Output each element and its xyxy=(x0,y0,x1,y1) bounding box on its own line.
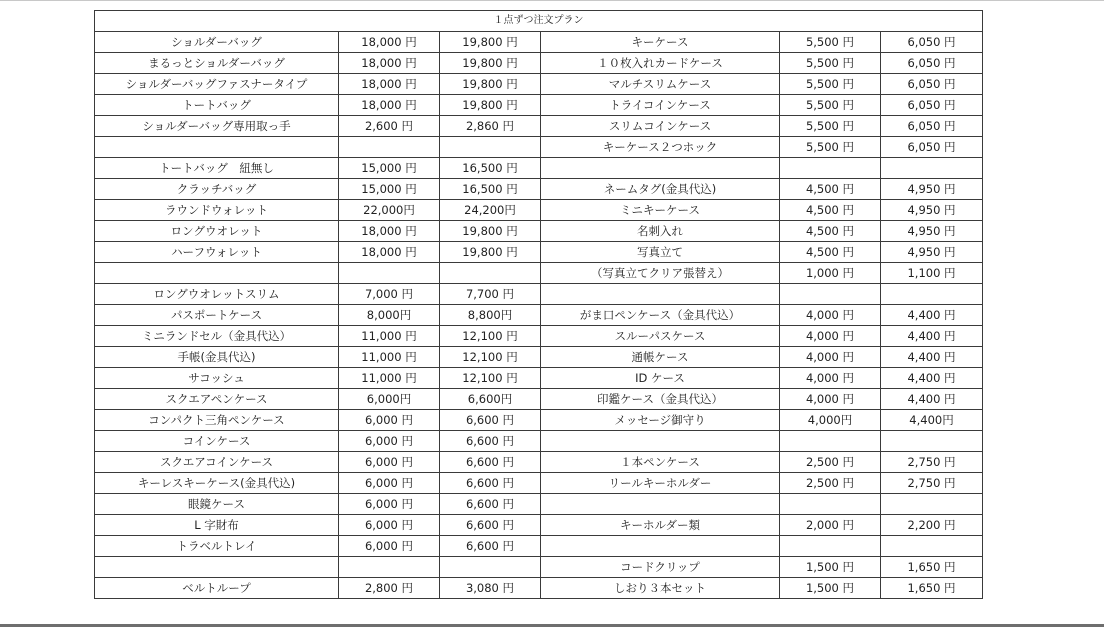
price-right-tax xyxy=(881,284,983,305)
item-name-left: ショルダーバッグファスナータイプ xyxy=(95,74,339,95)
price-left-base: 7,000 円 xyxy=(339,284,440,305)
price-right-base xyxy=(780,158,881,179)
price-left-base: 18,000 円 xyxy=(339,242,440,263)
price-right-tax: 4,400 円 xyxy=(881,389,983,410)
price-right-base: 2,000 円 xyxy=(780,515,881,536)
price-left-base: 8,000円 xyxy=(339,305,440,326)
item-name-left: トートバッグ xyxy=(95,95,339,116)
item-name-left: ロングウオレット xyxy=(95,221,339,242)
table-row xyxy=(95,158,983,179)
item-name-left: ショルダーバッグ専用取っ手 xyxy=(95,116,339,137)
price-right-tax: 6,050 円 xyxy=(881,74,983,95)
price-right-tax: 6,050 円 xyxy=(881,95,983,116)
price-right-tax: 4,400 円 xyxy=(881,326,983,347)
table-row xyxy=(95,410,983,431)
item-name-left: 手帳(金具代込) xyxy=(95,347,339,368)
price-left-tax: 16,500 円 xyxy=(440,179,541,200)
item-name-left: キーレスキーケース(金具代込) xyxy=(95,473,339,494)
item-name-right: ID ケース xyxy=(541,368,780,389)
price-left-base: 18,000 円 xyxy=(339,221,440,242)
price-right-base: 1,000 円 xyxy=(780,263,881,284)
price-left-base xyxy=(339,557,440,578)
price-left-tax xyxy=(440,557,541,578)
price-left-tax: 12,100 円 xyxy=(440,347,541,368)
item-name-right: スリムコインケース xyxy=(541,116,780,137)
item-name-right: ミニキーケース xyxy=(541,200,780,221)
item-name-left: ハーフウォレット xyxy=(95,242,339,263)
table-row xyxy=(95,557,983,578)
item-name-right xyxy=(541,494,780,515)
price-left-base: 18,000 円 xyxy=(339,53,440,74)
price-left-base: 2,600 円 xyxy=(339,116,440,137)
table-row xyxy=(95,368,983,389)
price-right-base: 5,500 円 xyxy=(780,116,881,137)
table-row xyxy=(95,74,983,95)
price-right-base: 4,000 円 xyxy=(780,347,881,368)
item-name-right: メッセージ御守り xyxy=(541,410,780,431)
item-name-right: （写真立てクリア張替え） xyxy=(541,263,780,284)
price-left-base: 11,000 円 xyxy=(339,326,440,347)
table-row xyxy=(95,473,983,494)
item-name-left: トートバッグ 紐無し xyxy=(95,158,339,179)
item-name-left: ラウンドウォレット xyxy=(95,200,339,221)
price-right-tax: 4,400円 xyxy=(881,410,983,431)
table-row xyxy=(95,284,983,305)
item-name-right: １本ペンケース xyxy=(541,452,780,473)
table-row xyxy=(95,221,983,242)
price-left-tax: 12,100 円 xyxy=(440,326,541,347)
table-row xyxy=(95,242,983,263)
price-right-base: 5,500 円 xyxy=(780,95,881,116)
price-right-tax: 4,950 円 xyxy=(881,242,983,263)
price-right-tax: 2,200 円 xyxy=(881,515,983,536)
item-name-left: ロングウオレットスリム xyxy=(95,284,339,305)
item-name-left: コインケース xyxy=(95,431,339,452)
price-left-tax: 19,800 円 xyxy=(440,221,541,242)
item-name-left: スクエアペンケース xyxy=(95,389,339,410)
title-row xyxy=(95,11,983,32)
item-name-right: １０枚入れカードケース xyxy=(541,53,780,74)
price-right-tax: 1,650 円 xyxy=(881,578,983,599)
price-right-base: 4,000 円 xyxy=(780,305,881,326)
price-right-tax xyxy=(881,494,983,515)
item-name-right: スルーパスケース xyxy=(541,326,780,347)
table-row xyxy=(95,452,983,473)
price-right-base: 4,500 円 xyxy=(780,242,881,263)
price-right-tax: 6,050 円 xyxy=(881,116,983,137)
price-left-base: 6,000 円 xyxy=(339,515,440,536)
item-name-right xyxy=(541,431,780,452)
price-left-tax: 24,200円 xyxy=(440,200,541,221)
item-name-right: コードクリップ xyxy=(541,557,780,578)
price-right-base xyxy=(780,284,881,305)
item-name-left: サコッシュ xyxy=(95,368,339,389)
price-right-base xyxy=(780,536,881,557)
item-name-right xyxy=(541,158,780,179)
price-right-tax: 1,100 円 xyxy=(881,263,983,284)
price-right-base: 5,500 円 xyxy=(780,74,881,95)
table-row xyxy=(95,389,983,410)
price-right-tax: 4,950 円 xyxy=(881,200,983,221)
price-left-base xyxy=(339,263,440,284)
price-right-tax: 6,050 円 xyxy=(881,53,983,74)
price-left-tax: 16,500 円 xyxy=(440,158,541,179)
table-title: １点ずつ注文プラン xyxy=(95,11,983,32)
price-left-base: 6,000円 xyxy=(339,389,440,410)
price-left-tax: 19,800 円 xyxy=(440,53,541,74)
price-left-base: 6,000 円 xyxy=(339,410,440,431)
price-right-base: 4,000 円 xyxy=(780,326,881,347)
item-name-right xyxy=(541,284,780,305)
price-left-base: 15,000 円 xyxy=(339,179,440,200)
price-right-tax xyxy=(881,536,983,557)
price-right-base: 4,000 円 xyxy=(780,368,881,389)
price-right-tax: 4,400 円 xyxy=(881,305,983,326)
item-name-right: がま口ペンケース（金具代込） xyxy=(541,305,780,326)
price-left-tax: 6,600 円 xyxy=(440,515,541,536)
item-name-left: 眼鏡ケース xyxy=(95,494,339,515)
price-left-tax: 6,600 円 xyxy=(440,494,541,515)
item-name-right: キーホルダー類 xyxy=(541,515,780,536)
price-left-tax xyxy=(440,137,541,158)
table-row xyxy=(95,95,983,116)
item-name-right: トライコインケース xyxy=(541,95,780,116)
price-right-tax: 6,050 円 xyxy=(881,32,983,53)
price-left-tax: 19,800 円 xyxy=(440,74,541,95)
table-row xyxy=(95,32,983,53)
price-right-tax: 4,950 円 xyxy=(881,221,983,242)
item-name-right: ネームタグ(金具代込) xyxy=(541,179,780,200)
price-right-base xyxy=(780,494,881,515)
price-right-tax: 4,950 円 xyxy=(881,179,983,200)
item-name-left: ミニランドセル（金具代込） xyxy=(95,326,339,347)
price-left-tax: 2,860 円 xyxy=(440,116,541,137)
price-right-base xyxy=(780,431,881,452)
table-body xyxy=(95,32,983,599)
price-left-base: 11,000 円 xyxy=(339,368,440,389)
price-left-base: 18,000 円 xyxy=(339,95,440,116)
price-left-base: 6,000 円 xyxy=(339,473,440,494)
price-right-tax xyxy=(881,431,983,452)
price-right-tax: 2,750 円 xyxy=(881,473,983,494)
item-name-left: ショルダーバッグ xyxy=(95,32,339,53)
item-name-left: トラベルトレイ xyxy=(95,536,339,557)
price-left-tax: 12,100 円 xyxy=(440,368,541,389)
table-row xyxy=(95,53,983,74)
table-row xyxy=(95,431,983,452)
price-left-base xyxy=(339,137,440,158)
price-left-tax: 3,080 円 xyxy=(440,578,541,599)
table-row xyxy=(95,137,983,158)
item-name-right: 写真立て xyxy=(541,242,780,263)
table-row xyxy=(95,200,983,221)
price-left-tax: 19,800 円 xyxy=(440,95,541,116)
price-right-base: 4,500 円 xyxy=(780,221,881,242)
item-name-right: キーケース xyxy=(541,32,780,53)
price-right-base: 2,500 円 xyxy=(780,452,881,473)
price-left-tax: 6,600 円 xyxy=(440,410,541,431)
price-right-base: 1,500 円 xyxy=(780,557,881,578)
item-name-right: 名刺入れ xyxy=(541,221,780,242)
item-name-left: コンパクト三角ペンケース xyxy=(95,410,339,431)
price-left-base: 18,000 円 xyxy=(339,74,440,95)
item-name-left: L 字財布 xyxy=(95,515,339,536)
item-name-right: しおり３本セット xyxy=(541,578,780,599)
table-row xyxy=(95,536,983,557)
price-left-tax: 6,600 円 xyxy=(440,431,541,452)
price-right-tax: 2,750 円 xyxy=(881,452,983,473)
price-left-tax: 19,800 円 xyxy=(440,32,541,53)
price-left-tax: 7,700 円 xyxy=(440,284,541,305)
price-right-base: 1,500 円 xyxy=(780,578,881,599)
table-row xyxy=(95,116,983,137)
price-right-base: 4,000円 xyxy=(780,410,881,431)
price-left-base: 11,000 円 xyxy=(339,347,440,368)
price-left-base: 6,000 円 xyxy=(339,452,440,473)
table-row xyxy=(95,347,983,368)
table-row xyxy=(95,578,983,599)
item-name-left: まるっとショルダーバッグ xyxy=(95,53,339,74)
item-name-right: 印鑑ケース（金具代込） xyxy=(541,389,780,410)
table-row xyxy=(95,179,983,200)
item-name-right xyxy=(541,536,780,557)
price-right-tax xyxy=(881,158,983,179)
price-right-base: 4,500 円 xyxy=(780,200,881,221)
price-left-base: 22,000円 xyxy=(339,200,440,221)
price-left-tax: 8,800円 xyxy=(440,305,541,326)
table-row xyxy=(95,494,983,515)
price-left-base: 6,000 円 xyxy=(339,431,440,452)
price-right-tax: 4,400 円 xyxy=(881,368,983,389)
item-name-left: ベルトループ xyxy=(95,578,339,599)
price-left-base: 18,000 円 xyxy=(339,32,440,53)
price-right-base: 4,500 円 xyxy=(780,179,881,200)
price-right-tax: 1,650 円 xyxy=(881,557,983,578)
price-right-base: 5,500 円 xyxy=(780,32,881,53)
price-left-base: 6,000 円 xyxy=(339,536,440,557)
price-left-tax: 6,600 円 xyxy=(440,452,541,473)
price-left-tax: 6,600 円 xyxy=(440,536,541,557)
table-row xyxy=(95,263,983,284)
item-name-left xyxy=(95,557,339,578)
price-right-base: 5,500 円 xyxy=(780,53,881,74)
price-right-tax: 4,400 円 xyxy=(881,347,983,368)
price-left-base: 6,000 円 xyxy=(339,494,440,515)
item-name-left xyxy=(95,137,339,158)
price-left-base: 15,000 円 xyxy=(339,158,440,179)
price-right-base: 5,500 円 xyxy=(780,137,881,158)
item-name-left xyxy=(95,263,339,284)
item-name-right: リールキーホルダー xyxy=(541,473,780,494)
table-row xyxy=(95,305,983,326)
item-name-right: マルチスリムケース xyxy=(541,74,780,95)
price-right-base: 4,000 円 xyxy=(780,389,881,410)
price-right-base: 2,500 円 xyxy=(780,473,881,494)
price-left-base: 2,800 円 xyxy=(339,578,440,599)
table-row xyxy=(95,515,983,536)
price-right-tax: 6,050 円 xyxy=(881,137,983,158)
item-name-left: パスポートケース xyxy=(95,305,339,326)
price-left-tax: 6,600円 xyxy=(440,389,541,410)
price-left-tax xyxy=(440,263,541,284)
item-name-left: スクエアコインケース xyxy=(95,452,339,473)
item-name-left: クラッチバッグ xyxy=(95,179,339,200)
item-name-right: キーケース２つホック xyxy=(541,137,780,158)
price-table xyxy=(94,10,983,599)
item-name-right: 通帳ケース xyxy=(541,347,780,368)
table-row xyxy=(95,326,983,347)
price-left-tax: 19,800 円 xyxy=(440,242,541,263)
price-left-tax: 6,600 円 xyxy=(440,473,541,494)
